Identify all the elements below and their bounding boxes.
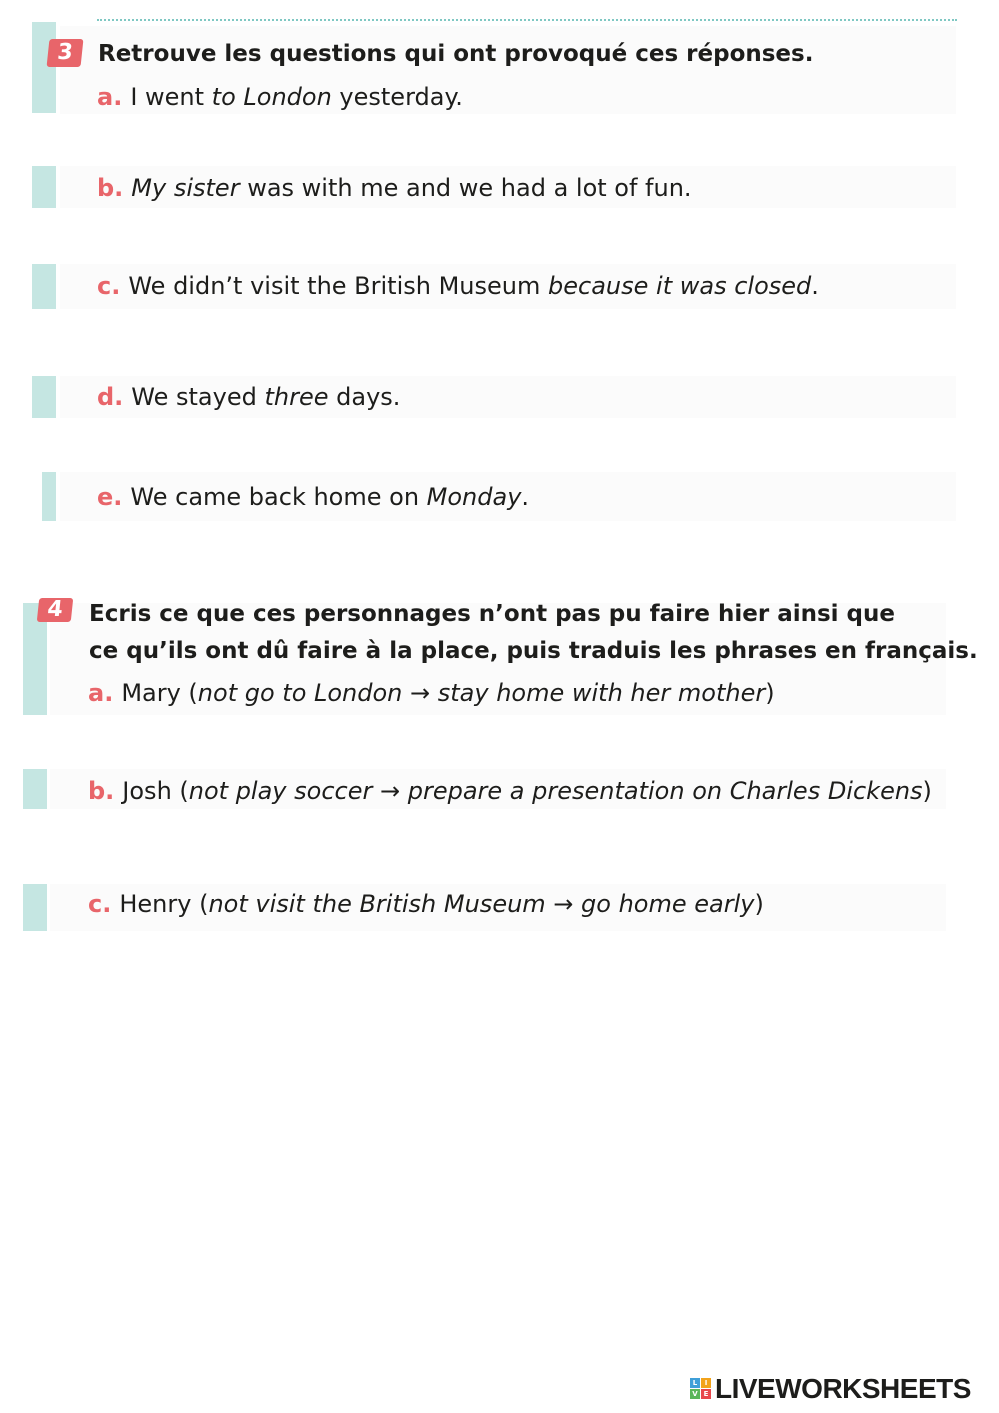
exercise-4-instruction-line-1: Ecris ce que ces personnages n’ont pas pu faire hier ainsi que bbox=[89, 601, 895, 627]
exercise-3-item-b bbox=[97, 173, 692, 203]
logo-tile: V bbox=[690, 1389, 700, 1399]
item-cue: because it was closed bbox=[548, 272, 812, 300]
exercise-3-item-c bbox=[97, 271, 819, 301]
logo-tile: E bbox=[701, 1389, 711, 1399]
exercise-3-number: 3 bbox=[47, 39, 84, 67]
exercise-3-item-e bbox=[97, 482, 529, 512]
exercise-4-instruction-line-2: ce qu’ils ont dû faire à la place, puis traduis les phrases en français. bbox=[89, 638, 978, 664]
answer-marker-bar bbox=[42, 472, 56, 521]
item-cue: not play soccer → prepare a presentation on Charles Dickens bbox=[188, 777, 923, 805]
exercise-3-item-d bbox=[97, 382, 400, 412]
dotted-divider bbox=[97, 19, 957, 21]
item-text: Henry ( bbox=[119, 890, 209, 918]
item-letter: e. bbox=[97, 483, 123, 511]
answer-marker-bar bbox=[32, 166, 56, 208]
item-text: was with me and we had a lot of fun. bbox=[239, 174, 692, 202]
item-text: Mary ( bbox=[121, 679, 198, 707]
logo-tile: I bbox=[701, 1378, 711, 1388]
item-letter: b. bbox=[97, 174, 124, 202]
exercise-4-item-b bbox=[88, 776, 932, 806]
exercise-4-item-a bbox=[88, 678, 775, 708]
answer-marker-bar bbox=[32, 22, 56, 113]
item-cue: not go to London → stay home with her mother bbox=[197, 679, 766, 707]
item-letter: a. bbox=[97, 83, 123, 111]
item-cue: three bbox=[264, 383, 329, 411]
brand-name: LIVEWORKSHEETS bbox=[715, 1373, 971, 1404]
exercise-4-number: 4 bbox=[37, 598, 74, 622]
item-letter: b. bbox=[88, 777, 115, 805]
item-letter: d. bbox=[97, 383, 124, 411]
item-text: days. bbox=[328, 383, 401, 411]
answer-marker-bar bbox=[23, 769, 47, 809]
item-text: yesterday. bbox=[331, 83, 463, 111]
answer-marker-bar bbox=[32, 264, 56, 309]
item-cue: not visit the British Museum → go home early bbox=[208, 890, 755, 918]
exercise-3-instruction: Retrouve les questions qui ont provoqué ces réponses. bbox=[98, 41, 814, 67]
item-cue: to London bbox=[211, 83, 332, 111]
item-text: We came back home on bbox=[130, 483, 427, 511]
item-text: . bbox=[811, 272, 819, 300]
item-letter: c. bbox=[88, 890, 112, 918]
item-cue: My sister bbox=[131, 174, 240, 202]
exercise-3-item-a bbox=[97, 82, 463, 112]
logo-tile: L bbox=[690, 1378, 700, 1388]
exercise-4-item-c bbox=[88, 889, 764, 919]
liveworksheets-logo-icon bbox=[690, 1378, 712, 1400]
item-text: ) bbox=[765, 679, 775, 707]
item-text: . bbox=[521, 483, 530, 511]
item-cue: Monday bbox=[426, 483, 522, 511]
item-letter: a. bbox=[88, 679, 114, 707]
item-text: We stayed bbox=[131, 383, 265, 411]
item-letter: c. bbox=[97, 272, 121, 300]
liveworksheets-brand bbox=[690, 1374, 971, 1404]
answer-marker-bar bbox=[32, 376, 56, 418]
item-text: We didn’t visit the British Museum bbox=[128, 272, 549, 300]
item-text: ) bbox=[754, 890, 764, 918]
answer-marker-bar bbox=[23, 884, 47, 931]
item-text: I went bbox=[130, 83, 212, 111]
item-text: Josh ( bbox=[122, 777, 189, 805]
item-text: ) bbox=[922, 777, 932, 805]
